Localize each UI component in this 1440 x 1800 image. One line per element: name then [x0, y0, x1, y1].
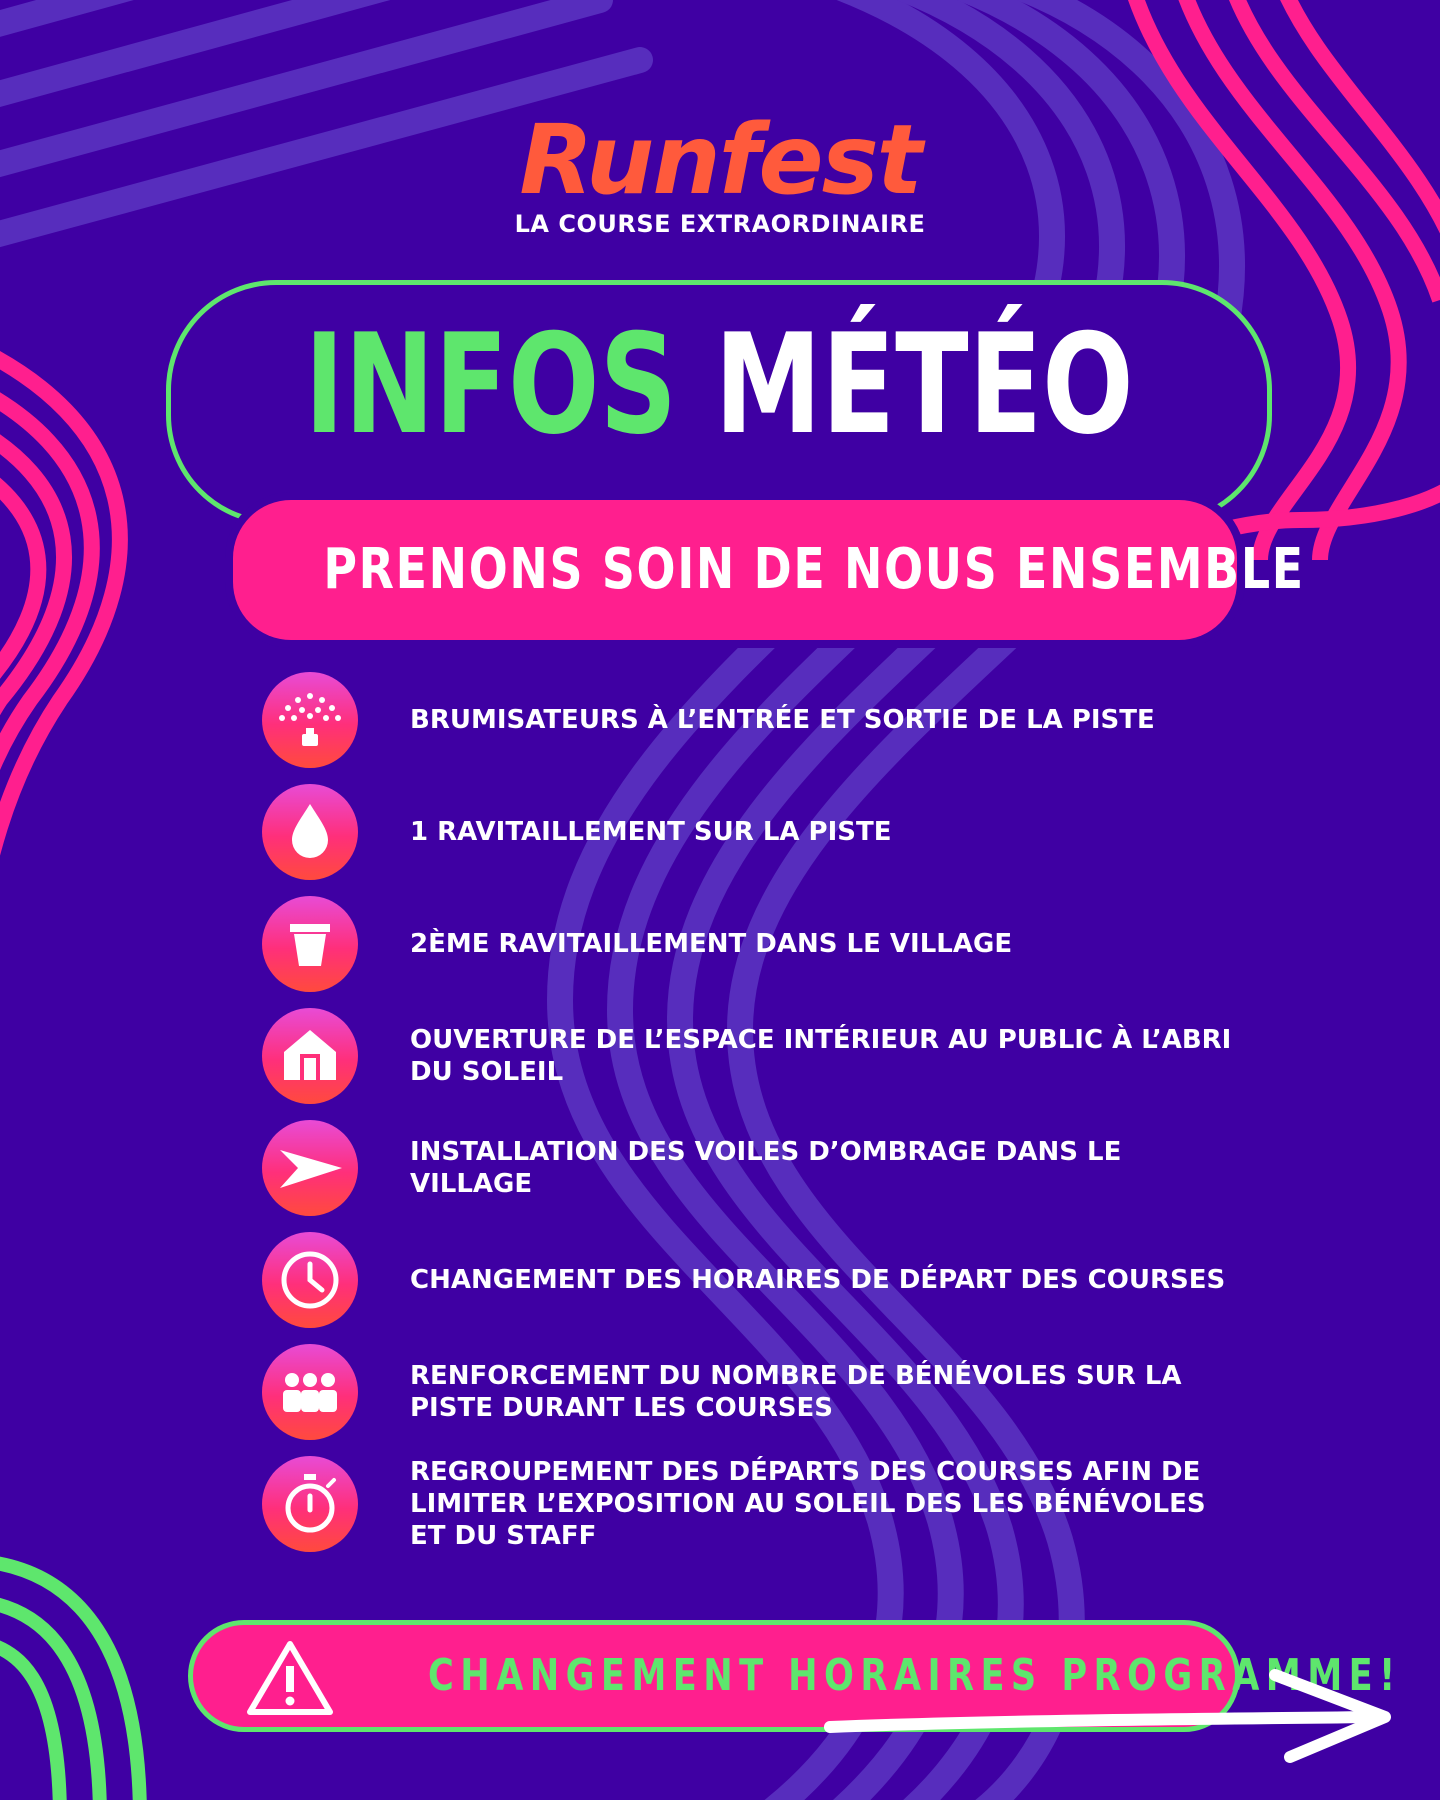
item-text: 1 RAVITAILLEMENT SUR LA PISTE	[410, 817, 892, 847]
list-item	[262, 1344, 1242, 1440]
cup-icon	[262, 896, 358, 992]
brand-logo	[0, 104, 1440, 238]
logo-wordmark: Runfest	[519, 104, 921, 216]
clock-icon	[262, 1232, 358, 1328]
list-item	[262, 784, 1242, 880]
item-text: BRUMISATEURS À L’ENTRÉE ET SORTIE DE LA PISTE	[410, 705, 1155, 735]
list-item	[262, 1008, 1242, 1104]
item-text: RENFORCEMENT DU NOMBRE DE BÉNÉVOLES SUR LA PISTE DURANT LES COURSES	[410, 1361, 1182, 1423]
item-text: REGROUPEMENT DES DÉPARTS DES COURSES AFIN DE LIMITER L’EXPOSITION AU SOLEIL DES LES BÉNÉVOLES ET DU STAFF	[410, 1457, 1206, 1551]
title-part-2: MÉTÉO	[714, 304, 1134, 465]
list-item	[262, 672, 1242, 768]
title-part-1: INFOS	[304, 304, 678, 465]
list-item	[262, 1120, 1242, 1216]
subtitle-text: PRENONS SOIN DE NOUS ENSEMBLE	[323, 537, 1305, 602]
page-title	[288, 304, 1151, 465]
water-drop-icon	[262, 784, 358, 880]
warning-text: CHANGEMENT HORAIRES PROGRAMME!	[428, 1650, 1402, 1701]
arrow-right-icon	[820, 1665, 1400, 1765]
sprinkler-icon	[262, 672, 358, 768]
list-item	[262, 1232, 1242, 1328]
shade-sail-icon	[262, 1120, 358, 1216]
item-text: CHANGEMENT DES HORAIRES DE DÉPART DES COURSES	[410, 1265, 1226, 1295]
item-text: OUVERTURE DE L’ESPACE INTÉRIEUR AU PUBLIC À L’ABRI DU SOLEIL	[410, 1025, 1232, 1087]
item-text: INSTALLATION DES VOILES D’OMBRAGE DANS LE VILLAGE	[410, 1137, 1122, 1199]
list-item	[262, 896, 1242, 992]
people-icon	[262, 1344, 358, 1440]
logo-tagline: LA COURSE EXTRAORDINAIRE	[514, 210, 926, 238]
house-icon	[262, 1008, 358, 1104]
warning-triangle-icon	[244, 1638, 336, 1718]
stopwatch-icon	[262, 1456, 358, 1552]
item-text: 2ÈME RAVITAILLEMENT DANS LE VILLAGE	[410, 929, 1013, 959]
list-item	[262, 1456, 1242, 1552]
